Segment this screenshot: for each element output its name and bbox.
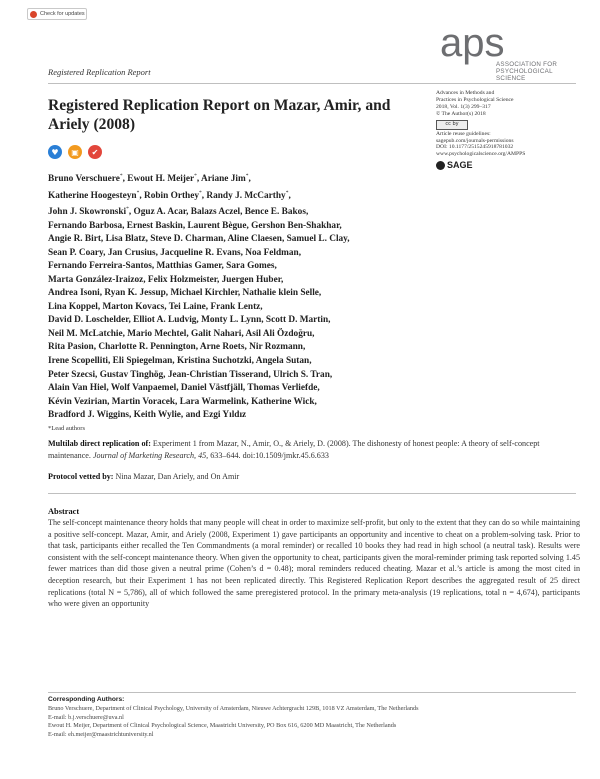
multilab-journal: Journal of Marketing Research, 45, <box>92 451 209 460</box>
aps-logo <box>438 18 573 80</box>
author-line: Bradford J. Wiggins, Keith Wylie, and Ezgi Yıldız <box>48 410 247 421</box>
journal-line: Practices in Psychological Science <box>436 96 514 103</box>
author-line: Peter Szecsi, Gustav Tinghög, Jean-Christian Tisserand, Ulrich S. Tran, <box>48 369 333 380</box>
license-row[interactable] <box>436 120 586 130</box>
aps-logo-tagline <box>496 61 573 82</box>
journal-line: Advances in Methods and <box>436 90 495 96</box>
multilab-text: Experiment 1 from Mazar, N., Amir, O., & Ariely, D. (2008). The dishonesty of honest people: A theory of self-concept maintenance. <box>48 439 540 460</box>
author-line: Sean P. Coary, Jan Crusius, Jacqueline R. Evans, Noa Feldman, <box>48 247 302 258</box>
author-line: Katherine Hoogesteyn*, Robin Orthey*, Randy J. McCarthy*, <box>48 189 291 201</box>
author-line: Fernando Barbosa, Ernest Baskin, Laurent Bègue, Gershon Ben-Shakhar, <box>48 220 342 231</box>
open-science-badges <box>48 145 102 159</box>
check-updates-label: Check for updates <box>40 11 85 17</box>
corresponding-details <box>48 705 580 739</box>
lead-authors-note: *Lead authors <box>48 425 86 432</box>
multilab-label: Multilab direct replication of: <box>48 439 151 448</box>
multilab-replication-note <box>48 438 578 462</box>
author-line: David D. Loschelder, Elliot A. Ludvig, Monty L. Lynn, Scott D. Martin, <box>48 315 331 326</box>
reuse-line: DOI: 10.1177/2515245918781032 <box>436 144 514 151</box>
author-line: Neil M. McLatchie, Mario Mechtel, Galit Nahari, Asil Ali Özdoğru, <box>48 328 315 339</box>
author-line: Kévin Vezirian, Martin Voracek, Lara Warmelink, Katherine Wick, <box>48 396 317 407</box>
author-line: Andrea Isoni, Ryan K. Jessup, Michael Kirchler, Nathalie klein Selle, <box>48 288 322 299</box>
open-data-badge-icon[interactable]: ♥ <box>48 145 62 159</box>
aps-logo-text: aps <box>440 21 505 65</box>
corresponding-line: E-mail: eh.meijer@maastrichtuniversity.nl <box>48 730 154 738</box>
author-line: Irene Scopelliti, Eli Spiegelman, Kristina Suchotzki, Angela Sutan, <box>48 355 312 366</box>
journal-line: © The Author(s) 2018 <box>436 110 486 117</box>
author-line: Fernando Ferreira-Santos, Matthias Gamer, Sara Gomes, <box>48 261 277 272</box>
header-divider <box>48 83 576 84</box>
running-head: Registered Replication Report <box>48 67 151 77</box>
author-line: Marta González-Iraizoz, Felix Holzmeister, Juergen Huber, <box>48 274 284 285</box>
abstract-text: The self-concept maintenance theory holds that many people will cheat in order to maximize self-profit, but only to the extent that they can do so while maintaining a positive self-concept. Mazar, Amir, and Ariely (2008, Experiment 1) gave participants an opportunity and incentive to cheat on a problem-solving task. Prior to that task, participants either recalled the Ten Commandments (a moral reminder) or recalled 10 books they had read in high school (a neutral task). Results were consistent with the self-concept maintenance theory. When given the opportunity to cheat, participants given the moral-reminder priming task reported solving 1.45 fewer matrices than did those given a neutral prime (Cohen’s d = 0.48); moral reminders reduced cheating. Mazar et al.’s article is among the most cited in deception research, but their Experiment 1 has not been replicated directly. This Registered Replication Report describes the aggregated result of 25 direct replications (total N = 5,786), all of which followed the same preregistered protocol. In the primary meta-analysis (19 replications, total n = 4,674), participants who were given an opportunity <box>48 518 580 609</box>
sage-circle-icon <box>436 161 445 170</box>
protocol-label: Protocol vetted by: <box>48 472 114 481</box>
check-updates-icon <box>30 11 37 18</box>
author-line: Lina Koppel, Marton Kovacs, Tei Laine, Frank Lentz, <box>48 301 263 312</box>
sage-logo <box>436 161 586 170</box>
author-line: John J. Skowronski*, Oguz A. Acar, Balazs Aczel, Bence E. Bakos, <box>48 206 309 218</box>
cc-by-license-icon[interactable]: cc by <box>436 120 468 130</box>
reuse-info <box>436 131 586 159</box>
corresponding-heading: Corresponding Authors: <box>48 696 125 703</box>
corresponding-divider <box>48 692 576 693</box>
author-line: Alain Van Hiel, Wolf Vanpaemel, Daniel Västfjäll, Thomas Verliefde, <box>48 383 320 394</box>
aps-logo-line2: PSYCHOLOGICAL SCIENCE <box>496 68 553 82</box>
author-line: Angie R. Birt, Lisa Blatz, Steve D. Charman, Aline Claesen, Samuel L. Clay, <box>48 234 350 245</box>
preregistered-badge-icon[interactable]: ✔ <box>88 145 102 159</box>
journal-meta <box>436 90 586 170</box>
abstract-heading: Abstract <box>48 507 80 516</box>
open-materials-badge-icon[interactable]: ▣ <box>68 145 82 159</box>
reuse-line: www.psychologicalscience.org/AMPPS <box>436 151 526 158</box>
journal-line: 2018, Vol. 1(3) 299–317 <box>436 103 491 110</box>
journal-citation <box>436 90 586 118</box>
check-for-updates-badge[interactable] <box>27 8 87 20</box>
sage-label: SAGE <box>447 160 473 171</box>
corresponding-line: E-mail: b.j.verschuere@uva.nl <box>48 713 124 721</box>
author-line: Bruno Verschuere*, Ewout H. Meijer*, Ariane Jim*, <box>48 173 251 185</box>
article-title: Registered Replication Report on Mazar, Amir, and Ariely (2008) <box>48 97 391 133</box>
protocol-text: Nina Mazar, Dan Ariely, and On Amir <box>113 472 240 481</box>
corresponding-line: Ewout H. Meijer, Department of Clinical Psychological Science, Maastricht University, PO Box 616, 6200 MD Maastricht, The Netherlands <box>48 722 397 730</box>
reuse-line: Article reuse guidelines: <box>436 130 491 137</box>
reuse-line: sagepub.com/journals-permissions <box>436 137 514 144</box>
author-line: Rita Pasion, Charlotte R. Pennington, Arne Roets, Nir Rozmann, <box>48 342 306 353</box>
protocol-vetted <box>48 472 578 481</box>
abstract-divider <box>48 493 576 494</box>
multilab-doi[interactable]: 633–644. doi:10.1509/jmkr.45.6.633 <box>208 451 329 460</box>
author-list <box>48 170 448 423</box>
corresponding-line: Bruno Verschuere, Department of Clinical Psychology, University of Amsterdam, Nieuwe Achtergracht 129B, 1018 VZ Amsterdam, The Netherlands <box>48 705 419 712</box>
aps-logo-line1: ASSOCIATION FOR <box>496 61 558 68</box>
